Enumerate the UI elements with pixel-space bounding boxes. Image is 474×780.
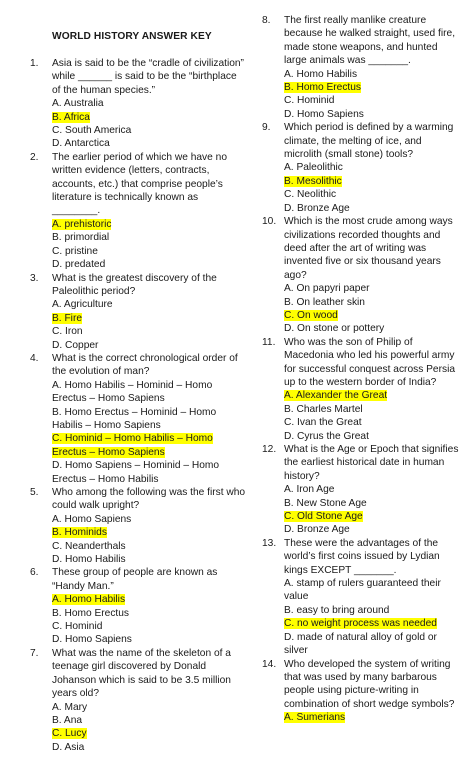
question-number: 9. [262, 122, 271, 134]
question [30, 272, 246, 299]
option-text: B. primordial [52, 232, 110, 244]
question-text: What is the correct chronological order of the evolution of man? [52, 352, 238, 378]
question [262, 14, 462, 68]
answer-option [52, 406, 246, 433]
answer-option [284, 322, 462, 335]
option-text: B. Charles Martel [284, 403, 363, 415]
answer-option [284, 188, 462, 201]
option-text: A. Iron Age [284, 484, 335, 496]
question-block [262, 537, 462, 658]
answer-option [52, 701, 246, 714]
question-number: 5. [30, 487, 39, 498]
question [30, 57, 246, 97]
question-text: Who developed the system of writing that was used by many barbarous people using picture-writing in combination of short wedge symbols? [284, 658, 455, 710]
question [30, 486, 246, 513]
answer-option [284, 631, 462, 658]
question-number: 10. [262, 216, 277, 228]
question-text: These group of people are known as “Handy Man.” [52, 567, 218, 592]
answer-option-correct [284, 175, 462, 188]
answer-option [52, 97, 246, 110]
question-text: Which is the most crude among ways civilizations recorded thoughts and deed after the art of writing was invented five or six thousand years ago? [284, 216, 453, 281]
answer-option-correct [284, 81, 462, 94]
answer-option [284, 94, 462, 107]
option-text: B. On leather skin [284, 296, 365, 308]
option-text: C. Lucy [52, 728, 87, 740]
option-text: C. pristine [52, 245, 98, 257]
answer-option [284, 161, 462, 174]
answer-option [284, 202, 462, 215]
answer-option [52, 245, 246, 258]
answer-option [52, 339, 246, 352]
option-text: C. Neanderthals [52, 540, 126, 552]
question-block [262, 443, 462, 537]
answer-option-correct [284, 510, 462, 523]
question-text: What is the greatest discovery of the Paleolithic period? [52, 272, 217, 297]
question [30, 566, 246, 593]
option-text: B. Ana [52, 714, 83, 726]
option-text: A. Alexander the Great [284, 390, 388, 402]
answer-option [52, 553, 246, 566]
option-text: C. Neolithic [284, 189, 337, 201]
option-text: D. predated [52, 259, 106, 271]
answer-option [284, 282, 462, 295]
answer-option [52, 124, 246, 137]
question-text: Who was the son of Philip of Macedonia who led his powerful army for successful conquest across Persia up to the western border of India? [284, 336, 455, 388]
option-text: C. Iron [52, 326, 83, 338]
answer-option-correct [52, 432, 246, 459]
answer-option [52, 231, 246, 244]
question-text: Asia is said to be the “cradle of civilization” while ______ is said to be the “birthplace of the human species.” [52, 58, 244, 96]
answer-option [52, 137, 246, 150]
answer-option-correct [52, 218, 246, 231]
answer-option [284, 604, 462, 617]
option-text: B. Hominids [52, 527, 107, 539]
right-column [262, 14, 462, 725]
option-text: B. Homo Erectus [284, 82, 361, 94]
option-text: C. Hominid [284, 95, 335, 107]
option-text: D. Homo Sapiens [52, 634, 132, 646]
question-block [30, 57, 246, 151]
answer-option [52, 607, 246, 620]
question-block [30, 352, 246, 486]
question-number: 12. [262, 444, 277, 455]
question-block [262, 121, 462, 215]
question-text: The first really manlike creature because he walked straight, used fire, made stone weapons, and hunted large animals was _______. [284, 15, 456, 67]
question-text: Who among the following was the first who could walk upright? [52, 487, 246, 512]
option-text: A. On papyri paper [284, 283, 370, 295]
question-number: 8. [262, 15, 271, 26]
question-block [30, 151, 246, 272]
option-text: C. no weight process was needed [284, 618, 437, 630]
question-number: 6. [30, 567, 39, 579]
option-text: A. Agriculture [52, 299, 113, 311]
question-block [262, 215, 462, 336]
option-text: A. Mary [52, 701, 88, 713]
option-text: B. Fire [52, 312, 83, 324]
option-text: D. Copper [52, 339, 99, 351]
question [30, 647, 246, 701]
option-text: A. Paleolithic [284, 162, 343, 174]
answer-option-correct [52, 727, 246, 740]
question-number: 3. [30, 272, 39, 284]
question-text: Which period is defined by a warming climate, the melting of ice, and microlith (small stone) tools? [284, 122, 454, 161]
question-text: These were the advantages of the world’s first coins issued by Lydian kings EXCEPT _______. [284, 537, 440, 576]
left-column [30, 14, 246, 754]
question [262, 658, 462, 712]
answer-option [52, 298, 246, 311]
answer-option [52, 258, 246, 271]
option-text: B. easy to bring around [284, 604, 390, 616]
option-text: D. On stone or pottery [284, 323, 385, 335]
question-block [30, 272, 246, 352]
answer-option [284, 68, 462, 81]
question [262, 443, 462, 483]
option-text: C. On wood [284, 309, 338, 321]
question-number: 4. [30, 352, 39, 364]
question-text: What is the Age or Epoch that signifies the earliest historical date in human history? [284, 444, 459, 482]
option-text: C. Hominid [52, 621, 103, 633]
option-text: A. Homo Habilis [52, 594, 126, 606]
answer-option-correct [284, 617, 462, 630]
answer-option [284, 523, 462, 536]
answer-option [284, 416, 462, 429]
question-block [262, 336, 462, 443]
question-number: 14. [262, 658, 277, 670]
option-text: A. Homo Habilis – Hominid – Homo Erectus – Homo Sapiens [52, 379, 213, 405]
answer-option [52, 741, 246, 754]
answer-option [284, 403, 462, 416]
question-block [30, 486, 246, 566]
option-text: B. Africa [52, 111, 90, 123]
question [262, 215, 462, 282]
answer-option [284, 577, 462, 604]
answer-option [52, 513, 246, 526]
option-text: B. New Stone Age [284, 497, 367, 509]
answer-option-correct [52, 111, 246, 124]
question-block [262, 14, 462, 121]
option-text: A. Homo Habilis [284, 68, 358, 80]
option-text: A. prehistoric [52, 218, 112, 230]
question [262, 336, 462, 390]
question-block [30, 566, 246, 646]
question-number: 2. [30, 151, 39, 163]
answer-option-correct [52, 312, 246, 325]
question [30, 352, 246, 379]
answer-option [52, 714, 246, 727]
answer-option [52, 633, 246, 646]
option-text: C. South America [52, 125, 132, 137]
option-text: C. Old Stone Age [284, 511, 363, 523]
answer-option [52, 620, 246, 633]
question-text: What was the name of the skeleton of a teenage girl discovered by Donald Johanson which is said to be 3.5 million years old? [52, 647, 231, 700]
answer-option-correct [284, 309, 462, 322]
question [30, 151, 246, 218]
option-text: A. Australia [52, 98, 104, 110]
question-number: 7. [30, 647, 39, 659]
option-text: C. Ivan the Great [284, 417, 362, 429]
option-text: A. stamp of rulers guaranteed their value [284, 578, 441, 603]
question-number: 1. [30, 58, 39, 69]
answer-option-correct [284, 389, 462, 402]
answer-option [284, 108, 462, 121]
option-text: D. Cyrus the Great [284, 430, 369, 442]
option-text: D. Bronze Age [284, 202, 350, 214]
question-number: 11. [262, 336, 276, 348]
answer-option [284, 430, 462, 443]
option-text: D. Bronze Age [284, 524, 350, 536]
option-text: B. Homo Erectus – Hominid – Homo Habilis – Homo Sapiens [52, 406, 217, 431]
question [262, 537, 462, 577]
answer-option [284, 497, 462, 510]
question-block [262, 658, 462, 725]
option-text: D. Homo Sapiens – Hominid – Homo Erectus – Homo Habilis [52, 460, 220, 485]
option-text: D. Homo Sapiens [284, 108, 364, 120]
option-text: A. Sumerians [284, 712, 346, 724]
answer-option [52, 540, 246, 553]
answer-option-correct [52, 526, 246, 539]
option-text: D. Homo Habilis [52, 554, 126, 566]
question [262, 121, 462, 161]
question-block [30, 647, 246, 754]
answer-option [52, 459, 246, 486]
option-text: D. Asia [52, 741, 85, 753]
option-text: B. Homo Erectus [52, 607, 129, 619]
option-text: B. Mesolithic [284, 175, 342, 187]
answer-option [284, 483, 462, 496]
answer-option [52, 379, 246, 406]
answer-option-correct [52, 593, 246, 606]
option-text: D. made of natural alloy of gold or silver [284, 631, 437, 657]
option-text: D. Antarctica [52, 138, 110, 150]
question-number: 13. [262, 537, 277, 549]
option-text: A. Homo Sapiens [52, 513, 132, 525]
answer-option [52, 325, 246, 338]
page-title: WORLD HISTORY ANSWER KEY [52, 31, 212, 42]
answer-option-correct [284, 711, 462, 724]
option-text: C. Hominid – Homo Habilis – Homo Erectus – Homo Sapiens [52, 433, 213, 458]
question-text: The earlier period of which we have no written evidence (letters, contracts, accounts, etc.) that comprise people’s literature is technically known as ________. [52, 151, 227, 217]
answer-option [284, 296, 462, 309]
